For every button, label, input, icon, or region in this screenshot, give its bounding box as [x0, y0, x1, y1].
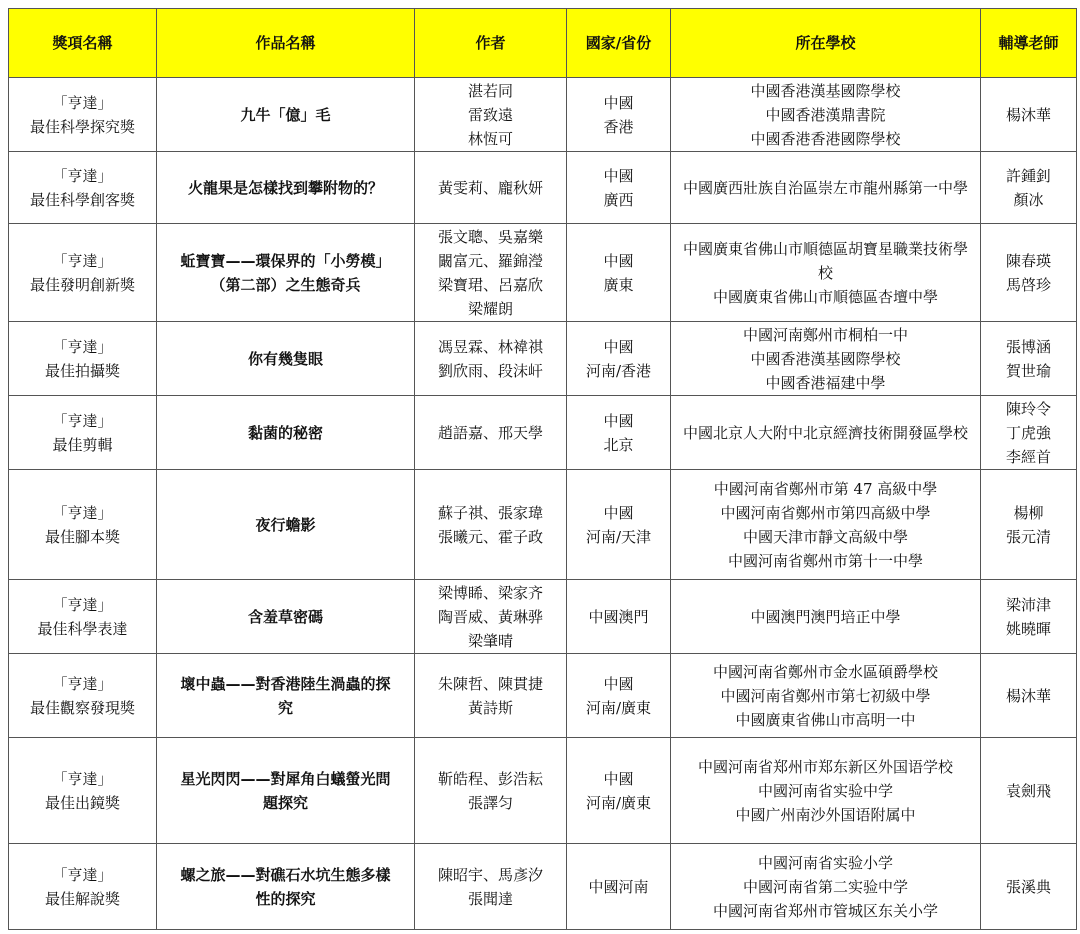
school-cell — [671, 224, 981, 322]
region-line: 廣西 — [603, 190, 634, 209]
school-line: 中國河南省鄭州市第十一中學 — [727, 551, 923, 570]
header-school: 所在學校 — [671, 9, 981, 78]
award-line: 「亨達」 — [52, 251, 113, 270]
work-title-cell — [157, 738, 415, 844]
region-line: 河南/天津 — [585, 527, 652, 546]
school-cell — [671, 580, 981, 654]
teacher-line: 馬啓珍 — [1005, 275, 1051, 294]
region-cell — [567, 844, 671, 930]
school-line: 中國河南省鄭州市金水區碩爵學校 — [712, 662, 938, 681]
school-cell — [671, 470, 981, 580]
region-cell — [567, 470, 671, 580]
work-title: 九牛「億」毛 — [240, 105, 331, 124]
author-line: 梁寶珺、呂嘉欣 — [437, 275, 543, 294]
school-line: 中國广州南沙外国语附属中 — [735, 805, 916, 824]
author-line: 黃雯莉、龐秋妍 — [437, 178, 543, 197]
region-line: 中國 — [603, 674, 634, 693]
work-title-cell — [157, 152, 415, 224]
award-line: 最佳拍攝獎 — [44, 361, 120, 380]
work-title: 黏菌的秘密 — [247, 423, 323, 442]
region-cell — [567, 738, 671, 844]
teacher-line: 張博涵 — [1005, 337, 1051, 356]
work-title: 夜行蟾影 — [255, 515, 316, 534]
teacher-cell — [981, 396, 1077, 470]
author-line: 梁肇晴 — [467, 631, 513, 650]
award-line: 「亨達」 — [52, 769, 113, 788]
table-row — [9, 78, 1077, 152]
teacher-cell — [981, 224, 1077, 322]
author-cell — [415, 738, 567, 844]
school-cell — [671, 654, 981, 738]
work-title-cell — [157, 396, 415, 470]
school-line: 中國廣東省佛山市高明一中 — [735, 710, 916, 729]
work-title-cell — [157, 78, 415, 152]
teacher-line: 楊沐華 — [1005, 105, 1051, 124]
table-row — [9, 152, 1077, 224]
author-line: 張曦元、霍子政 — [437, 527, 543, 546]
teacher-line: 梁沛津 — [1005, 595, 1051, 614]
author-line: 陳昭宇、馬彥汐 — [437, 865, 543, 884]
region-line: 中國河南 — [588, 877, 649, 896]
teacher-cell — [981, 78, 1077, 152]
work-title: 蚯寶寶——環保界的「小勞模」（第二部）之生態奇兵 — [180, 251, 391, 294]
award-line: 「亨達」 — [52, 166, 113, 185]
author-line: 張譯匀 — [467, 793, 513, 812]
author-line: 湛若同 — [467, 81, 513, 100]
teacher-line: 姚曉暉 — [1005, 619, 1051, 638]
author-cell — [415, 78, 567, 152]
school-cell — [671, 738, 981, 844]
author-line: 黃詩斯 — [467, 698, 513, 717]
teacher-line: 張元清 — [1005, 527, 1051, 546]
region-line: 中國 — [603, 411, 634, 430]
region-cell — [567, 78, 671, 152]
table-row — [9, 738, 1077, 844]
work-title-cell — [157, 224, 415, 322]
award-line: 最佳觀察發現獎 — [29, 698, 135, 717]
award-cell — [9, 738, 157, 844]
region-line: 中國 — [603, 769, 634, 788]
school-line: 中國廣西壯族自治區崇左市龍州縣第一中學 — [682, 178, 968, 197]
work-title: 螺之旅——對礁石水坑生態多樣性的探究 — [180, 865, 391, 908]
region-line: 中國 — [603, 503, 634, 522]
author-cell — [415, 224, 567, 322]
school-line: 中國河南省实验中学 — [757, 781, 893, 800]
school-line: 中國河南鄭州市桐柏一中 — [742, 325, 908, 344]
table-row — [9, 470, 1077, 580]
author-line: 張文聰、吳嘉樂 — [437, 227, 543, 246]
award-line: 「亨達」 — [52, 674, 113, 693]
award-cell — [9, 152, 157, 224]
teacher-line: 張溪典 — [1005, 877, 1051, 896]
award-line: 最佳解說獎 — [44, 889, 120, 908]
table-row — [9, 844, 1077, 930]
work-title: 星光閃閃——對犀角白蟻螢光問題探究 — [180, 769, 391, 812]
award-line: 最佳科學表達 — [37, 619, 128, 638]
teacher-line: 許鍾釗 — [1005, 166, 1051, 185]
award-line: 「亨達」 — [52, 93, 113, 112]
region-cell — [567, 322, 671, 396]
author-line: 林恆可 — [467, 129, 513, 148]
award-cell — [9, 580, 157, 654]
school-line: 中國香港香港國際學校 — [750, 129, 901, 148]
school-line: 中國河南省鄭州市第七初級中學 — [720, 686, 931, 705]
author-line: 趙語嘉、邢天學 — [437, 423, 543, 442]
teacher-line: 賀世瑜 — [1005, 361, 1051, 380]
school-line: 中國河南省郑州市管城区东关小学 — [712, 901, 938, 920]
author-cell — [415, 470, 567, 580]
region-cell — [567, 396, 671, 470]
teacher-cell — [981, 152, 1077, 224]
header-region: 國家/省份 — [567, 9, 671, 78]
author-cell — [415, 396, 567, 470]
author-line: 劉欣雨、段沫屽 — [437, 361, 543, 380]
award-cell — [9, 322, 157, 396]
region-line: 北京 — [603, 435, 634, 454]
teacher-cell — [981, 322, 1077, 396]
school-line: 中國香港漢基國際學校 — [750, 349, 901, 368]
teacher-line: 丁虎強 — [1005, 423, 1051, 442]
region-cell — [567, 654, 671, 738]
school-line: 中國河南省实验小学 — [757, 853, 893, 872]
school-line: 中國澳門澳門培正中學 — [750, 607, 901, 626]
school-line: 中國北京人大附中北京經濟技術開發區學校 — [682, 423, 968, 442]
author-line: 蘇子祺、張家瑋 — [437, 503, 543, 522]
award-cell — [9, 470, 157, 580]
header-work: 作品名稱 — [157, 9, 415, 78]
award-cell — [9, 654, 157, 738]
school-line: 中國香港福建中學 — [765, 373, 886, 392]
table-body — [9, 78, 1077, 930]
teacher-line: 顏冰 — [1013, 190, 1044, 209]
work-title: 火龍果是怎樣找到攀附物的？ — [187, 178, 383, 197]
award-cell — [9, 396, 157, 470]
author-line: 馮昱霖、林褘祺 — [437, 337, 543, 356]
work-title-cell — [157, 470, 415, 580]
author-line: 闞富元、羅錦瀅 — [437, 251, 543, 270]
work-title: 你有幾隻眼 — [247, 349, 323, 368]
author-cell — [415, 654, 567, 738]
region-line: 河南/廣東 — [585, 793, 652, 812]
school-line: 中國河南省郑州市郑东新区外国语学校 — [697, 757, 953, 776]
award-line: 「亨達」 — [52, 411, 113, 430]
school-cell — [671, 78, 981, 152]
school-cell — [671, 844, 981, 930]
awards-table — [8, 8, 1077, 930]
award-line: 最佳出鏡獎 — [44, 793, 120, 812]
award-line: 最佳發明創新獎 — [29, 275, 135, 294]
teacher-line: 楊沐華 — [1005, 686, 1051, 705]
teacher-cell — [981, 470, 1077, 580]
teacher-cell — [981, 844, 1077, 930]
author-line: 靳皓程、彭浩耘 — [437, 769, 543, 788]
header-author: 作者 — [415, 9, 567, 78]
author-cell — [415, 322, 567, 396]
award-line: 最佳剪輯 — [52, 435, 113, 454]
school-line: 中國香港漢鼎書院 — [765, 105, 886, 124]
region-cell — [567, 152, 671, 224]
award-line: 「亨達」 — [52, 595, 113, 614]
school-cell — [671, 396, 981, 470]
school-line: 中國天津市靜文高級中學 — [742, 527, 908, 546]
header-award: 獎項名稱 — [9, 9, 157, 78]
award-line: 「亨達」 — [52, 865, 113, 884]
teacher-line: 楊柳 — [1013, 503, 1044, 522]
school-cell — [671, 322, 981, 396]
table-row — [9, 396, 1077, 470]
author-line: 張聞達 — [467, 889, 513, 908]
region-line: 中國 — [603, 337, 634, 356]
school-line: 中國香港漢基國際學校 — [750, 81, 901, 100]
work-title: 壞中蟲——對香港陸生渦蟲的探究 — [180, 674, 391, 717]
header-row — [9, 9, 1077, 78]
award-line: 「亨達」 — [52, 503, 113, 522]
author-cell — [415, 152, 567, 224]
table-row — [9, 580, 1077, 654]
header-teacher: 輔導老師 — [981, 9, 1077, 78]
teacher-cell — [981, 580, 1077, 654]
teacher-line: 陳春瑛 — [1005, 251, 1051, 270]
table-row — [9, 654, 1077, 738]
work-title-cell — [157, 654, 415, 738]
teacher-line: 陳玲令 — [1005, 399, 1051, 418]
work-title-cell — [157, 580, 415, 654]
region-line: 中國 — [603, 93, 634, 112]
teacher-cell — [981, 654, 1077, 738]
region-cell — [567, 224, 671, 322]
table-row — [9, 224, 1077, 322]
work-title-cell — [157, 844, 415, 930]
school-line: 中國廣東省佛山市順德區胡寶星職業技術學校 — [682, 239, 968, 282]
school-line: 中國河南省鄭州市第 47 高級中學 — [713, 479, 938, 498]
school-line: 中國河南省第二实验中学 — [742, 877, 908, 896]
author-line: 陶晋威、黃琳骅 — [437, 607, 543, 626]
author-cell — [415, 844, 567, 930]
author-line: 雷致遠 — [467, 105, 513, 124]
region-cell — [567, 580, 671, 654]
region-line: 廣東 — [603, 275, 634, 294]
author-line: 朱陳哲、陳貫捷 — [437, 674, 543, 693]
school-line: 中國廣東省佛山市順德區杏壇中學 — [712, 287, 938, 306]
teacher-line: 袁劍飛 — [1005, 781, 1051, 800]
award-line: 最佳科學創客獎 — [29, 190, 135, 209]
work-title: 含羞草密碼 — [247, 607, 323, 626]
author-cell — [415, 580, 567, 654]
author-line: 梁耀朗 — [467, 299, 513, 318]
region-line: 中國澳門 — [588, 607, 649, 626]
school-cell — [671, 152, 981, 224]
region-line: 河南/廣東 — [585, 698, 652, 717]
award-cell — [9, 224, 157, 322]
school-line: 中國河南省鄭州市第四高級中學 — [720, 503, 931, 522]
region-line: 香港 — [603, 117, 634, 136]
award-line: 最佳科學探究獎 — [29, 117, 135, 136]
award-line: 最佳腳本獎 — [44, 527, 120, 546]
region-line: 中國 — [603, 251, 634, 270]
table-row — [9, 322, 1077, 396]
award-cell — [9, 844, 157, 930]
region-line: 河南/香港 — [585, 361, 652, 380]
work-title-cell — [157, 322, 415, 396]
award-cell — [9, 78, 157, 152]
author-line: 梁博睎、梁家齐 — [437, 583, 543, 602]
teacher-line: 李經首 — [1005, 447, 1051, 466]
award-line: 「亨達」 — [52, 337, 113, 356]
region-line: 中國 — [603, 166, 634, 185]
teacher-cell — [981, 738, 1077, 844]
